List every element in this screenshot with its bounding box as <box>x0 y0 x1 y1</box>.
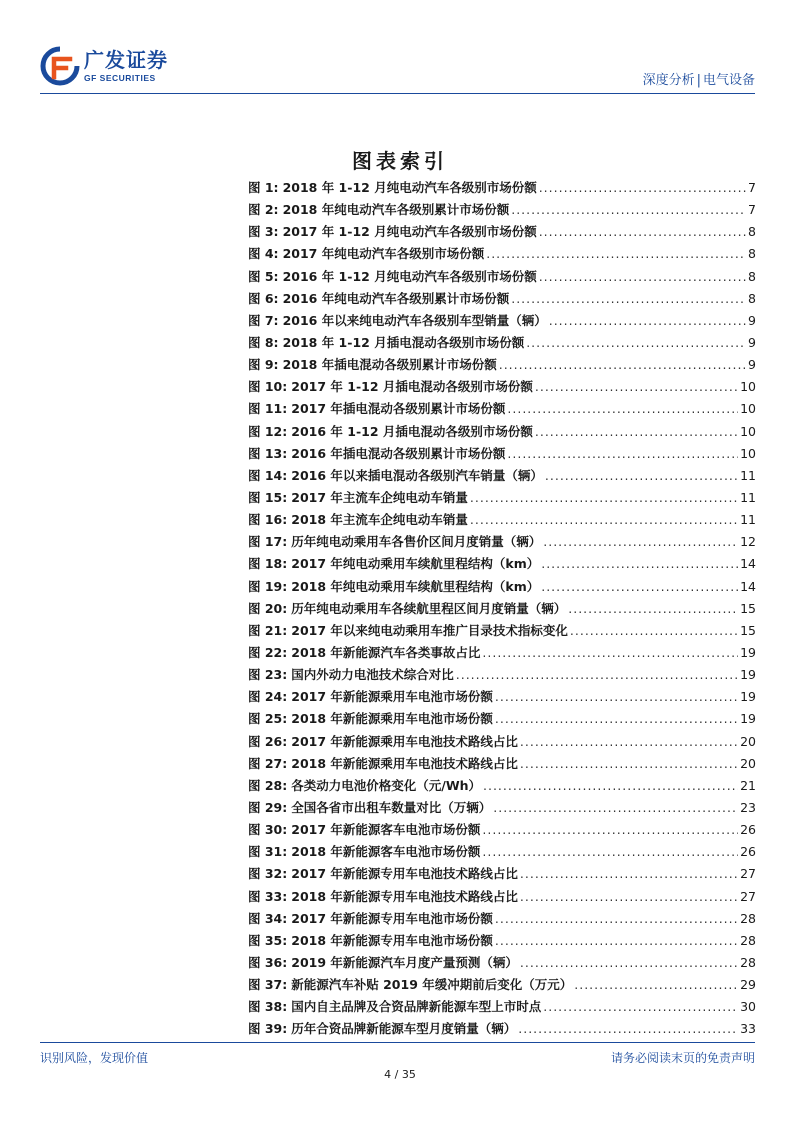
footer-disclaimer: 请务必阅读末页的免责声明 <box>610 1051 755 1065</box>
toc-entry-label: 图 27: <box>248 755 288 771</box>
toc-entry[interactable] <box>248 887 756 909</box>
toc-entry-title: 2018 年新能源专用车电池技术路线占比 <box>291 888 518 904</box>
toc-entry[interactable] <box>248 709 756 731</box>
toc-leader-dots <box>482 822 738 837</box>
toc-entry-title: 2016 年纯电动汽车各级别累计市场份额 <box>282 290 510 306</box>
toc-entry-title: 2017 年新能源专用车电池技术路线占比 <box>291 866 518 882</box>
page-header <box>40 46 755 96</box>
toc-entry-page: 33 <box>740 1021 756 1037</box>
toc-entry-page: 7 <box>748 180 756 195</box>
company-logo <box>40 46 168 86</box>
toc-entry-title: 2017 年新能源专用车电池市场份额 <box>291 910 493 926</box>
toc-leader-dots <box>507 446 738 461</box>
toc-entry-title: 2018 年新能源客车电池市场份额 <box>291 844 481 860</box>
toc-entry-page: 8 <box>748 290 756 306</box>
toc-entry-label: 图 39: <box>248 1021 288 1037</box>
toc-entry-page: 28 <box>740 910 756 926</box>
toc-leader-dots <box>511 291 746 306</box>
toc-entry-page: 26 <box>740 822 756 838</box>
toc-entry-label: 图 4: <box>248 246 279 262</box>
toc-entry-page: 19 <box>740 711 756 727</box>
toc-entry-title: 2018 年纯电动乘用车续航里程结构（km） <box>291 578 540 594</box>
toc-entry-page: 28 <box>740 932 756 948</box>
toc-entry-label: 图 2: <box>248 202 279 218</box>
toc-leader-dots <box>456 667 738 682</box>
toc-entry-label: 图 5: <box>248 268 279 284</box>
footer-rule <box>40 1042 755 1043</box>
toc-entry-label: 图 31: <box>248 844 288 860</box>
toc-entry-title: 全国各省市出租车数量对比（万辆） <box>291 799 492 815</box>
toc-entry[interactable] <box>248 554 756 576</box>
toc-leader-dots <box>539 269 746 284</box>
toc-entry-label: 图 28: <box>248 777 288 793</box>
toc-leader-dots <box>482 645 738 660</box>
toc-leader-dots <box>526 335 746 350</box>
toc-entry-title: 2017 年新能源客车电池市场份额 <box>291 822 481 838</box>
toc-entry-label: 图 29: <box>248 799 288 815</box>
logo-chinese-name: 广发证券 <box>84 47 168 72</box>
toc-entry-page: 10 <box>740 401 756 417</box>
toc-entry-title: 2018 年纯电动汽车各级别累计市场份额 <box>282 202 510 218</box>
toc-entry-label: 图 14: <box>248 467 288 483</box>
toc-entry-title: 2019 年新能源汽车月度产量预测（辆） <box>291 954 518 970</box>
toc-entry-title: 2017 年 1-12 月纯电动汽车各级别市场份额 <box>282 224 537 240</box>
toc-entry-label: 图 38: <box>248 999 288 1015</box>
toc-entry-page: 9 <box>748 357 756 373</box>
toc-entry-page: 20 <box>740 755 756 771</box>
toc-entry-page: 21 <box>740 777 756 793</box>
toc-entry[interactable] <box>248 798 756 820</box>
toc-entry-title: 2017 年纯电动汽车各级别市场份额 <box>282 246 485 262</box>
toc-entry-title: 2018 年插电混动各级别累计市场份额 <box>282 357 497 373</box>
toc-leader-dots <box>549 313 746 328</box>
toc-entry[interactable] <box>248 577 756 599</box>
toc-leader-dots <box>545 468 738 483</box>
toc-entry-label: 图 15: <box>248 489 288 505</box>
report-category <box>643 69 755 88</box>
toc-entry-page: 7 <box>748 202 756 218</box>
toc-entry[interactable] <box>248 244 756 266</box>
toc-entry-page: 10 <box>740 445 756 461</box>
toc-entry-page: 11 <box>740 467 756 483</box>
toc-entry-title: 2017 年主流车企纯电动车销量 <box>291 489 468 505</box>
toc-entry[interactable] <box>248 754 756 776</box>
toc-entry[interactable] <box>248 909 756 931</box>
gf-logo-icon <box>40 46 80 86</box>
toc-leader-dots <box>535 424 738 439</box>
toc-entry-page: 9 <box>748 334 756 350</box>
toc-entry[interactable] <box>248 842 756 864</box>
header-rule <box>40 93 755 94</box>
toc-entry[interactable] <box>248 687 756 709</box>
toc-leader-dots <box>539 224 746 239</box>
toc-entry-title: 各类动力电池价格变化（元/Wh） <box>291 777 482 793</box>
toc-entry[interactable] <box>248 311 756 333</box>
toc-entry-label: 图 36: <box>248 954 288 970</box>
toc-entry-title: 2016 年以来纯电动汽车各级别车型销量（辆） <box>282 312 547 328</box>
page-title: 图表索引 <box>352 149 448 173</box>
toc-leader-dots <box>570 623 738 638</box>
toc-entry-title: 2016 年以来插电混动各级别汽车销量（辆） <box>291 467 543 483</box>
toc-entry-label: 图 22: <box>248 644 288 660</box>
toc-entry-label: 图 11: <box>248 401 288 417</box>
toc-leader-dots <box>495 911 738 926</box>
toc-entry-page: 28 <box>740 954 756 970</box>
toc-entry[interactable] <box>248 820 756 842</box>
toc-entry-label: 图 37: <box>248 977 288 993</box>
toc-entry-page: 12 <box>740 534 756 550</box>
toc-entry[interactable] <box>248 643 756 665</box>
toc-entry-label: 图 13: <box>248 445 288 461</box>
toc-leader-dots <box>520 955 738 970</box>
toc-entry-title: 2018 年新能源专用车电池市场份额 <box>291 932 493 948</box>
toc-entry-title: 历年纯电动乘用车各售价区间月度销量（辆） <box>291 534 542 550</box>
toc-leader-dots <box>541 556 738 571</box>
toc-entry[interactable] <box>248 200 756 222</box>
toc-entry-page: 27 <box>740 888 756 904</box>
toc-entry-label: 图 3: <box>248 224 279 240</box>
toc-entry-title: 2017 年以来纯电动乘用车推广目录技术指标变化 <box>291 622 568 638</box>
toc-leader-dots <box>507 401 738 416</box>
toc-entry-title: 2018 年新能源乘用车电池市场份额 <box>291 711 493 727</box>
toc-entry[interactable] <box>248 510 756 532</box>
toc-leader-dots <box>499 357 746 372</box>
toc-entry[interactable] <box>248 422 756 444</box>
toc-entry[interactable] <box>248 399 756 421</box>
toc-entry[interactable] <box>248 776 756 798</box>
logo-english-name: GF SECURITIES <box>84 72 156 83</box>
toc-leader-dots <box>470 512 738 527</box>
toc-leader-dots <box>511 202 746 217</box>
toc-entry-page: 9 <box>748 312 756 328</box>
toc-entry-title: 2018 年 1-12 月插电混动各级别市场份额 <box>282 334 525 350</box>
toc-leader-dots <box>543 999 738 1014</box>
toc-entry-label: 图 30: <box>248 822 288 838</box>
toc-leader-dots <box>541 579 738 594</box>
toc-entry-label: 图 26: <box>248 733 288 749</box>
toc-leader-dots <box>486 246 746 261</box>
toc-entry[interactable] <box>248 732 756 754</box>
toc-leader-dots <box>495 711 738 726</box>
toc-entry-title: 2018 年新能源乘用车电池技术路线占比 <box>291 755 518 771</box>
toc-leader-dots <box>495 933 738 948</box>
toc-leader-dots <box>568 601 738 616</box>
toc-entry-title: 历年合资品牌新能源车型月度销量（辆） <box>291 1021 517 1037</box>
toc-entry[interactable] <box>248 975 756 997</box>
industry-name: 电气设备 <box>702 73 755 88</box>
toc-entry-label: 图 6: <box>248 290 279 306</box>
toc-entry-label: 图 25: <box>248 711 288 727</box>
toc-entry-page: 20 <box>740 733 756 749</box>
toc-entry[interactable] <box>248 178 756 200</box>
toc-entry-page: 10 <box>740 423 756 439</box>
toc-entry[interactable] <box>248 1019 756 1041</box>
toc-entry-label: 图 21: <box>248 622 288 638</box>
toc-entry-title: 2018 年新能源汽车各类事故占比 <box>291 644 481 660</box>
toc-leader-dots <box>495 689 738 704</box>
toc-entry-label: 图 7: <box>248 312 279 328</box>
toc-entry[interactable] <box>248 621 756 643</box>
toc-entry-page: 29 <box>740 977 756 993</box>
toc-leader-dots <box>520 866 738 881</box>
toc-leader-dots <box>520 756 738 771</box>
toc-entry-title: 2017 年插电混动各级别累计市场份额 <box>291 401 506 417</box>
toc-entry-label: 图 1: <box>248 180 279 195</box>
toc-entry-title: 2016 年 1-12 月插电混动各级别市场份额 <box>291 423 533 439</box>
toc-entry[interactable] <box>248 466 756 488</box>
toc-entry-title: 2018 年主流车企纯电动车销量 <box>291 512 468 528</box>
toc-entry-title: 2018 年 1-12 月纯电动汽车各级别市场份额 <box>282 180 537 195</box>
toc-leader-dots <box>539 180 746 195</box>
toc-entry[interactable] <box>248 864 756 886</box>
toc-entry-page: 15 <box>740 622 756 638</box>
toc-entry[interactable] <box>248 444 756 466</box>
toc-leader-dots <box>482 844 738 859</box>
toc-entry-title: 2017 年新能源乘用车电池市场份额 <box>291 689 493 705</box>
toc-leader-dots <box>520 889 738 904</box>
toc-entry-label: 图 12: <box>248 423 288 439</box>
toc-entry-title: 国内自主品牌及合资品牌新能源车型上市时点 <box>291 999 542 1015</box>
toc-entry[interactable] <box>248 665 756 687</box>
toc-entry-label: 图 19: <box>248 578 288 594</box>
toc-entry-page: 14 <box>740 556 756 572</box>
toc-entry-title: 2017 年 1-12 月插电混动各级别市场份额 <box>291 379 533 395</box>
toc-entry-label: 图 8: <box>248 334 279 350</box>
toc-entry-page: 8 <box>748 268 756 284</box>
toc-leader-dots <box>493 800 738 815</box>
toc-entry-label: 图 35: <box>248 932 288 948</box>
toc-leader-dots <box>483 778 738 793</box>
toc-leader-dots <box>535 379 738 394</box>
toc-entry[interactable] <box>248 222 756 244</box>
toc-entry-title: 国内外动力电池技术综合对比 <box>291 667 454 683</box>
toc-entry-page: 19 <box>740 689 756 705</box>
toc-leader-dots <box>520 734 738 749</box>
toc-entry-title: 新能源汽车补贴 2019 年缓冲期前后变化（万元） <box>291 977 573 993</box>
toc-entry-label: 图 18: <box>248 556 288 572</box>
toc-entry-title: 2017 年新能源乘用车电池技术路线占比 <box>291 733 518 749</box>
toc-entry[interactable] <box>248 997 756 1019</box>
toc-entry-page: 26 <box>740 844 756 860</box>
toc-entry-page: 23 <box>740 799 756 815</box>
toc-entry-page: 15 <box>740 600 756 616</box>
toc-entry-label: 图 16: <box>248 512 288 528</box>
footer-slogan: 识别风险，发现价值 <box>40 1051 149 1065</box>
toc-entry[interactable] <box>248 532 756 554</box>
toc-entry[interactable] <box>248 267 756 289</box>
toc-entry-title: 2016 年 1-12 月纯电动汽车各级别市场份额 <box>282 268 537 284</box>
toc-entry-label: 图 32: <box>248 866 288 882</box>
toc-entry[interactable] <box>248 289 756 311</box>
toc-entry-label: 图 34: <box>248 910 288 926</box>
toc-leader-dots <box>543 534 738 549</box>
page-number: 4 / 35 <box>384 1068 416 1081</box>
toc-entry-page: 8 <box>748 246 756 262</box>
toc-leader-dots <box>518 1021 738 1036</box>
toc-entry-page: 11 <box>740 512 756 528</box>
toc-entry-page: 19 <box>740 644 756 660</box>
toc-leader-dots <box>574 977 738 992</box>
toc-entry-page: 19 <box>740 667 756 683</box>
toc-entry-page: 14 <box>740 578 756 594</box>
toc-entry-label: 图 24: <box>248 689 288 705</box>
toc-entry-page: 10 <box>740 379 756 395</box>
figure-index-list <box>248 178 756 1041</box>
toc-entry-label: 图 17: <box>248 534 288 550</box>
toc-entry[interactable] <box>248 355 756 377</box>
toc-entry-page: 11 <box>740 489 756 505</box>
toc-entry-label: 图 23: <box>248 667 288 683</box>
toc-entry[interactable] <box>248 377 756 399</box>
toc-entry[interactable] <box>248 488 756 510</box>
toc-entry[interactable] <box>248 333 756 355</box>
toc-entry-title: 历年纯电动乘用车各续航里程区间月度销量（辆） <box>291 600 567 616</box>
toc-entry-title: 2016 年插电混动各级别累计市场份额 <box>291 445 506 461</box>
toc-entry[interactable] <box>248 953 756 975</box>
toc-entry-label: 图 20: <box>248 600 288 616</box>
report-type: 深度分析 <box>642 73 695 88</box>
toc-entry[interactable] <box>248 931 756 953</box>
toc-entry-label: 图 9: <box>248 357 279 373</box>
toc-entry-page: 30 <box>740 999 756 1015</box>
toc-leader-dots <box>470 490 738 505</box>
toc-entry-label: 图 33: <box>248 888 288 904</box>
toc-entry-page: 27 <box>740 866 756 882</box>
toc-entry-page: 8 <box>748 224 756 240</box>
toc-entry[interactable] <box>248 599 756 621</box>
toc-entry-title: 2017 年纯电动乘用车续航里程结构（km） <box>291 556 540 572</box>
toc-entry-label: 图 10: <box>248 379 288 395</box>
separator: | <box>696 73 701 88</box>
